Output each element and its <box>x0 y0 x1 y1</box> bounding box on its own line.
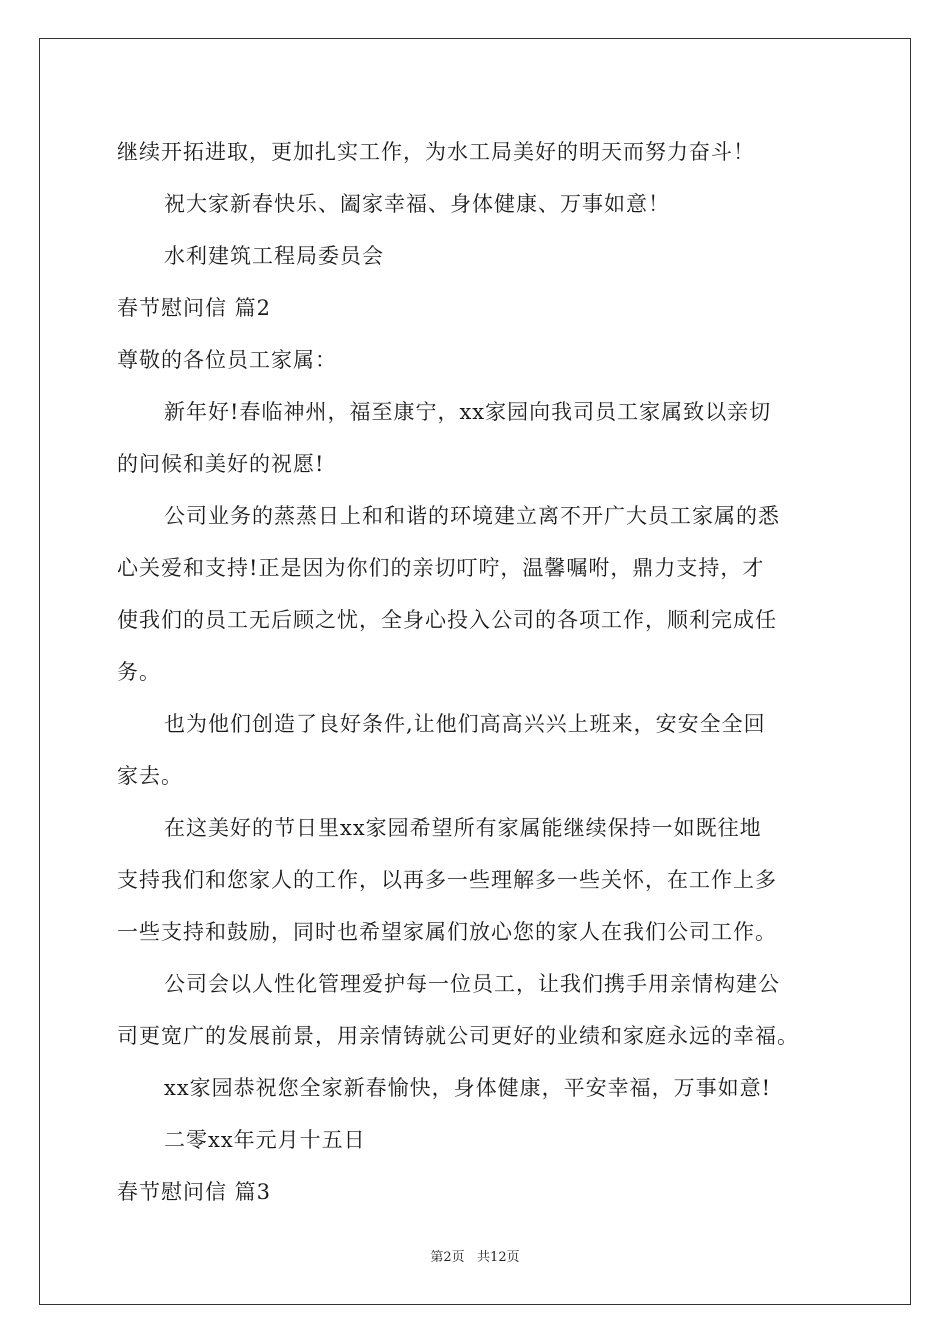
page-number: 第2页 共12页 <box>430 1250 520 1265</box>
text-line: 新年好!春临神州，福至康宁，xx家园向我司员工家属致以亲切 <box>164 400 772 424</box>
document-body <box>117 126 837 1218</box>
text-line: xx家园恭祝您全家新春愉快，身体健康，平安幸福，万事如意! <box>164 1076 772 1100</box>
date-line: 二零xx年元月十五日 <box>164 1128 366 1152</box>
text-line: 家去。 <box>117 764 183 788</box>
text-line: 也为他们创造了良好条件,让他们高高兴兴上班来，安安全全回 <box>164 712 766 736</box>
text-line: 公司会以人性化管理爱护每一位员工，让我们携手用亲情构建公 <box>164 972 780 996</box>
salutation: 尊敬的各位员工家属： <box>117 348 337 372</box>
text-line: 务。 <box>117 660 161 684</box>
text-line: 在这美好的节日里xx家园希望所有家属能继续保持一如既往地 <box>164 816 762 840</box>
text-line: 心关爱和支持!正是因为你们的亲切叮咛，温馨嘱咐，鼎力支持，才 <box>117 556 765 580</box>
text-line: 祝大家新春快乐、阖家幸福、身体健康、万事如意！ <box>164 192 670 216</box>
text-line: 使我们的员工无后顾之忧，全身心投入公司的各项工作，顺利完成任 <box>117 608 777 632</box>
text-line: 一些支持和鼓励，同时也希望家属们放心您的家人在我们公司工作。 <box>117 920 777 944</box>
text-line: 继续开拓进取，更加扎实工作，为水工局美好的明天而努力奋斗！ <box>117 140 755 164</box>
text-line: 支持我们和您家人的工作，以再多一些理解多一些关怀，在工作上多 <box>117 868 777 892</box>
signature-line: 水利建筑工程局委员会 <box>164 244 384 268</box>
text-line: 公司业务的蒸蒸日上和和谐的环境建立离不开广大员工家属的悉 <box>164 504 780 528</box>
text-line: 司更宽广的发展前景，用亲情铸就公司更好的业绩和家庭永远的幸福。 <box>117 1024 799 1048</box>
text-line: 的问候和美好的祝愿! <box>117 452 325 476</box>
section-heading: 春节慰问信 篇2 <box>117 296 272 320</box>
section-heading: 春节慰问信 篇3 <box>117 1180 272 1204</box>
